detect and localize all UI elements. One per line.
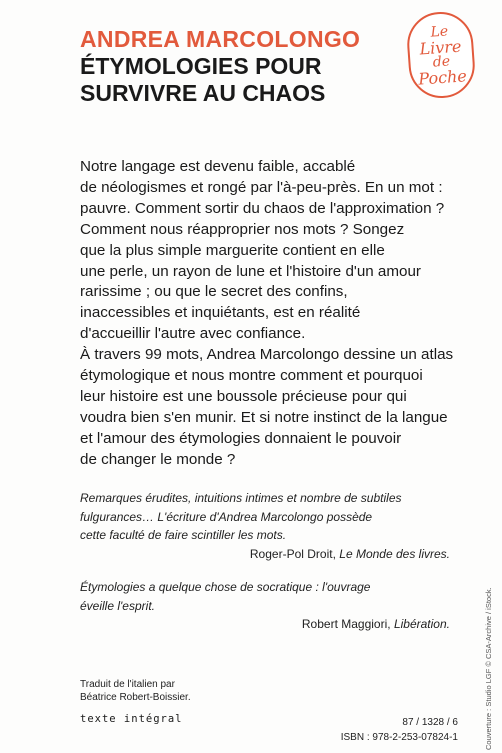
translator-line-1: Traduit de l'italien par (80, 679, 175, 690)
author-name: ANDREA MARCOLONGO (80, 26, 361, 52)
book-title-line-2: SURVIVRE AU CHAOS (80, 80, 326, 106)
quote-line: fulgurances… L'écriture d'Andrea Marcolongo possède (80, 509, 373, 524)
blurb-line: inaccessibles et inquiétants, est en réalité (80, 304, 361, 322)
blurb-line: Notre langage est devenu faible, accablé (80, 158, 356, 175)
translator-line-2: Béatrice Robert-Boissier. (80, 692, 191, 703)
header (80, 26, 400, 107)
blurb-line: de néologismes et rongé par l'à-peu-près. En un mot : (80, 178, 443, 196)
quote-line: Étymologies a quelque chose de socratique : l'ouvrage (80, 580, 371, 594)
isbn-number: ISBN : 978-2-253-07824-1 (340, 732, 458, 743)
blurb-line: À travers 99 mots, Andrea Marcolongo dessine un atlas (80, 346, 454, 364)
logo-text-poche: Poche (417, 66, 468, 89)
blurb-line: rarissime ; ou que le secret des confins, (80, 283, 348, 301)
logo-text-livre: Livre (418, 36, 463, 59)
blurb-line: Comment nous réapproprier nos mots ? Songez (80, 220, 405, 238)
cover-credit-text: Couverture : Studio LGF © CSA-Archive / iStock. (484, 587, 493, 750)
quote-author: Roger-Pol Droit, (249, 546, 336, 561)
quote-source: Libération. (393, 617, 450, 631)
translator-note (80, 678, 191, 726)
cover-credit (484, 560, 496, 750)
book-title (80, 53, 400, 107)
review-quote-maggiori (80, 578, 472, 634)
blurb-line: pauvre. Comment sortir du chaos de l'approximation ? (80, 199, 445, 217)
logo-text-de: de (432, 53, 451, 71)
quote-line: cette faculté de faire scintiller les mots. (80, 528, 287, 542)
blurb-line: d'accueillir l'autre avec confiance. (80, 325, 306, 343)
quote-author: Robert Maggiori, (301, 617, 391, 631)
catalog-code: 87 / 1328 / 6 (402, 717, 458, 728)
blurb-line: et l'amour des étymologies donnaient le pouvoir (80, 429, 402, 447)
quote-line: éveille l'esprit. (80, 598, 155, 613)
blurb-line: étymologique et nous montre comment et pourquoi (80, 367, 423, 385)
blurb-line: que la plus simple marguerite contient en elle (80, 241, 385, 259)
blurb-line: une perle, un rayon de lune et l'histoire d'un amour (80, 262, 421, 280)
isbn-block (341, 715, 458, 745)
blurb-line: de changer le monde ? (80, 450, 236, 468)
quote-attribution (80, 615, 450, 634)
publisher-logo (405, 10, 477, 100)
quote-source: Le Monde des livres. (339, 546, 450, 561)
book-title-line-1: ÉTYMOLOGIES POUR (80, 53, 322, 79)
review-quote-droit (80, 489, 472, 563)
blurb-text (80, 157, 472, 471)
quote-attribution (80, 545, 450, 564)
logo-text-le: Le (430, 23, 449, 41)
blurb-line: voudra bien s'en munir. Et si notre instinct de la langue (80, 408, 448, 426)
blurb-line: leur histoire est une boussole précieuse pour qui (80, 387, 407, 405)
integral-text-label: texte intégral (80, 713, 183, 725)
quote-line: Remarques érudites, intuitions intimes et nombre de subtiles (80, 491, 402, 505)
